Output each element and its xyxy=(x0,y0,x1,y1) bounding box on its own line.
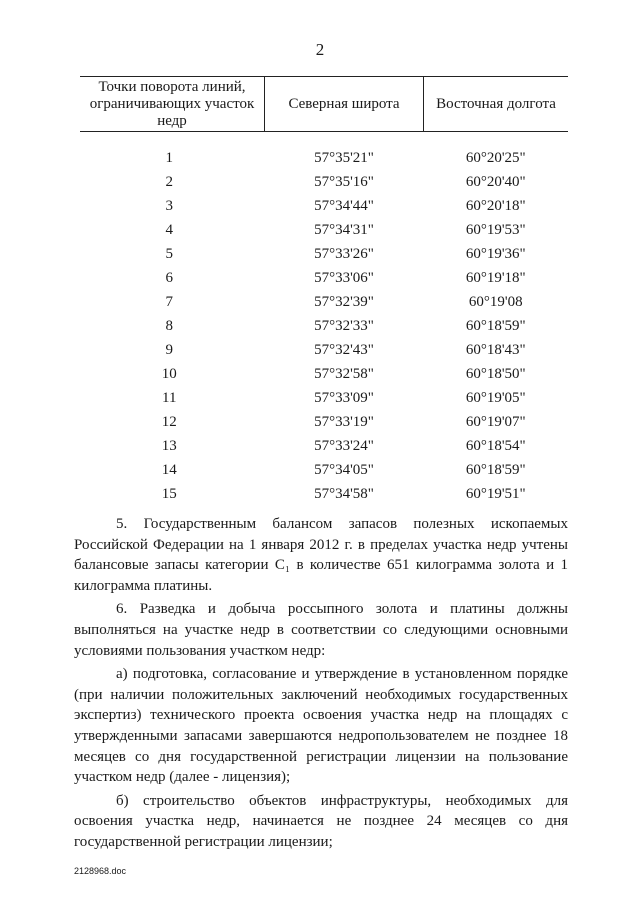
point-number-cell: 13 xyxy=(161,437,177,454)
table-header-row xyxy=(80,77,568,132)
table-row xyxy=(80,434,568,458)
point-number-cell: 10 xyxy=(161,365,177,382)
latitude-cell: 57°35'16" xyxy=(314,173,374,190)
longitude-cell: 60°20'25" xyxy=(465,149,526,166)
latitude-cell: 57°33'09" xyxy=(314,389,374,406)
longitude-cell: 60°19'53" xyxy=(465,221,526,238)
paragraph-6b: б) строительство объектов инфраструктуры, необходимых для освоения участка недр, начинается не позднее 24 месяцев со дня государственной регистрации лицензии; xyxy=(74,792,568,850)
table-row xyxy=(80,410,568,434)
header-latitude: Северная широта xyxy=(265,77,424,132)
header-points: Точки поворота линий, ограничивающих участок недр xyxy=(80,77,265,132)
longitude-cell: 60°18'59" xyxy=(465,317,526,334)
latitude-cell: 57°34'05" xyxy=(314,461,374,478)
paragraph-6: 6. Разведка и добыча россыпного золота и платины должны выполняться на участке недр в соответствии со следующими основными условиями пользования участком недр: xyxy=(74,601,568,659)
longitude-cell: 60°18'54" xyxy=(465,437,526,454)
latitude-cell: 57°33'26" xyxy=(314,245,374,262)
longitude-cell: 60°18'59" xyxy=(465,461,526,478)
longitude-cell: 60°19'05" xyxy=(465,389,526,406)
table-row xyxy=(80,290,568,314)
header-longitude: Восточная долгота xyxy=(424,77,569,132)
table-row xyxy=(80,482,568,506)
point-number-cell: 7 xyxy=(165,293,173,310)
longitude-cell: 60°19'07" xyxy=(465,413,526,430)
latitude-cell: 57°32'39" xyxy=(314,293,374,310)
point-number-cell: 8 xyxy=(165,317,173,334)
paragraph-6a: а) подготовка, согласование и утверждение в установленном порядке (при наличии положительных заключений необходимых государственных экспертиз) технического проекта освоения участка недр на площадях с утвержденными запасами завершаются недропользователем не позднее 18 месяцев со дня государственной регистрации лицензии на пользование участком недр (далее - лицензия); xyxy=(74,666,568,786)
table-row xyxy=(80,132,568,171)
paragraph-5: 5. Государственным балансом запасов полезных ископаемых Российской Федерации на 1 января 2012 г. в пределах участка недр учтены балансовые запасы категории C₁ в количестве 651 килограмма золота и 1 килограмма платины. xyxy=(74,516,568,594)
point-number-cell: 12 xyxy=(161,413,177,430)
longitude-cell: 60°20'40" xyxy=(465,173,526,190)
table-row xyxy=(80,362,568,386)
table-row xyxy=(80,242,568,266)
longitude-cell: 60°19'08 xyxy=(468,293,523,310)
point-number-cell: 11 xyxy=(162,389,177,406)
point-number-cell: 14 xyxy=(161,461,177,478)
longitude-cell: 60°18'43" xyxy=(465,341,526,358)
table-row xyxy=(80,170,568,194)
latitude-cell: 57°35'21" xyxy=(314,149,374,166)
point-number-cell: 5 xyxy=(165,245,173,262)
latitude-cell: 57°32'43" xyxy=(314,341,374,358)
latitude-cell: 57°33'24" xyxy=(314,437,374,454)
point-number-cell: 3 xyxy=(165,197,173,214)
coordinates-table xyxy=(80,76,568,506)
latitude-cell: 57°33'06" xyxy=(314,269,374,286)
point-number-cell: 15 xyxy=(161,485,177,502)
longitude-cell: 60°19'36" xyxy=(465,245,526,262)
table-row xyxy=(80,458,568,482)
latitude-cell: 57°32'58" xyxy=(314,365,374,382)
point-number-cell: 1 xyxy=(165,149,173,166)
longitude-cell: 60°20'18" xyxy=(465,197,526,214)
table-row xyxy=(80,314,568,338)
latitude-cell: 57°33'19" xyxy=(314,413,374,430)
table-row xyxy=(80,218,568,242)
longitude-cell: 60°19'51" xyxy=(465,485,526,502)
table-row xyxy=(80,194,568,218)
longitude-cell: 60°19'18" xyxy=(465,269,526,286)
latitude-cell: 57°34'58" xyxy=(314,485,374,502)
document-code: 2128968.doc xyxy=(74,866,127,876)
latitude-cell: 57°32'33" xyxy=(314,317,374,334)
table-body xyxy=(80,132,568,507)
point-number-cell: 6 xyxy=(165,269,173,286)
longitude-cell: 60°18'50" xyxy=(465,365,526,382)
latitude-cell: 57°34'31" xyxy=(314,221,374,238)
table-row xyxy=(80,266,568,290)
point-number-cell: 4 xyxy=(165,221,173,238)
point-number-cell: 9 xyxy=(165,341,173,358)
body-text xyxy=(74,514,568,856)
page-number: 2 xyxy=(315,40,325,59)
point-number-cell: 2 xyxy=(165,173,173,190)
table-row xyxy=(80,338,568,362)
table-row xyxy=(80,386,568,410)
latitude-cell: 57°34'44" xyxy=(314,197,374,214)
